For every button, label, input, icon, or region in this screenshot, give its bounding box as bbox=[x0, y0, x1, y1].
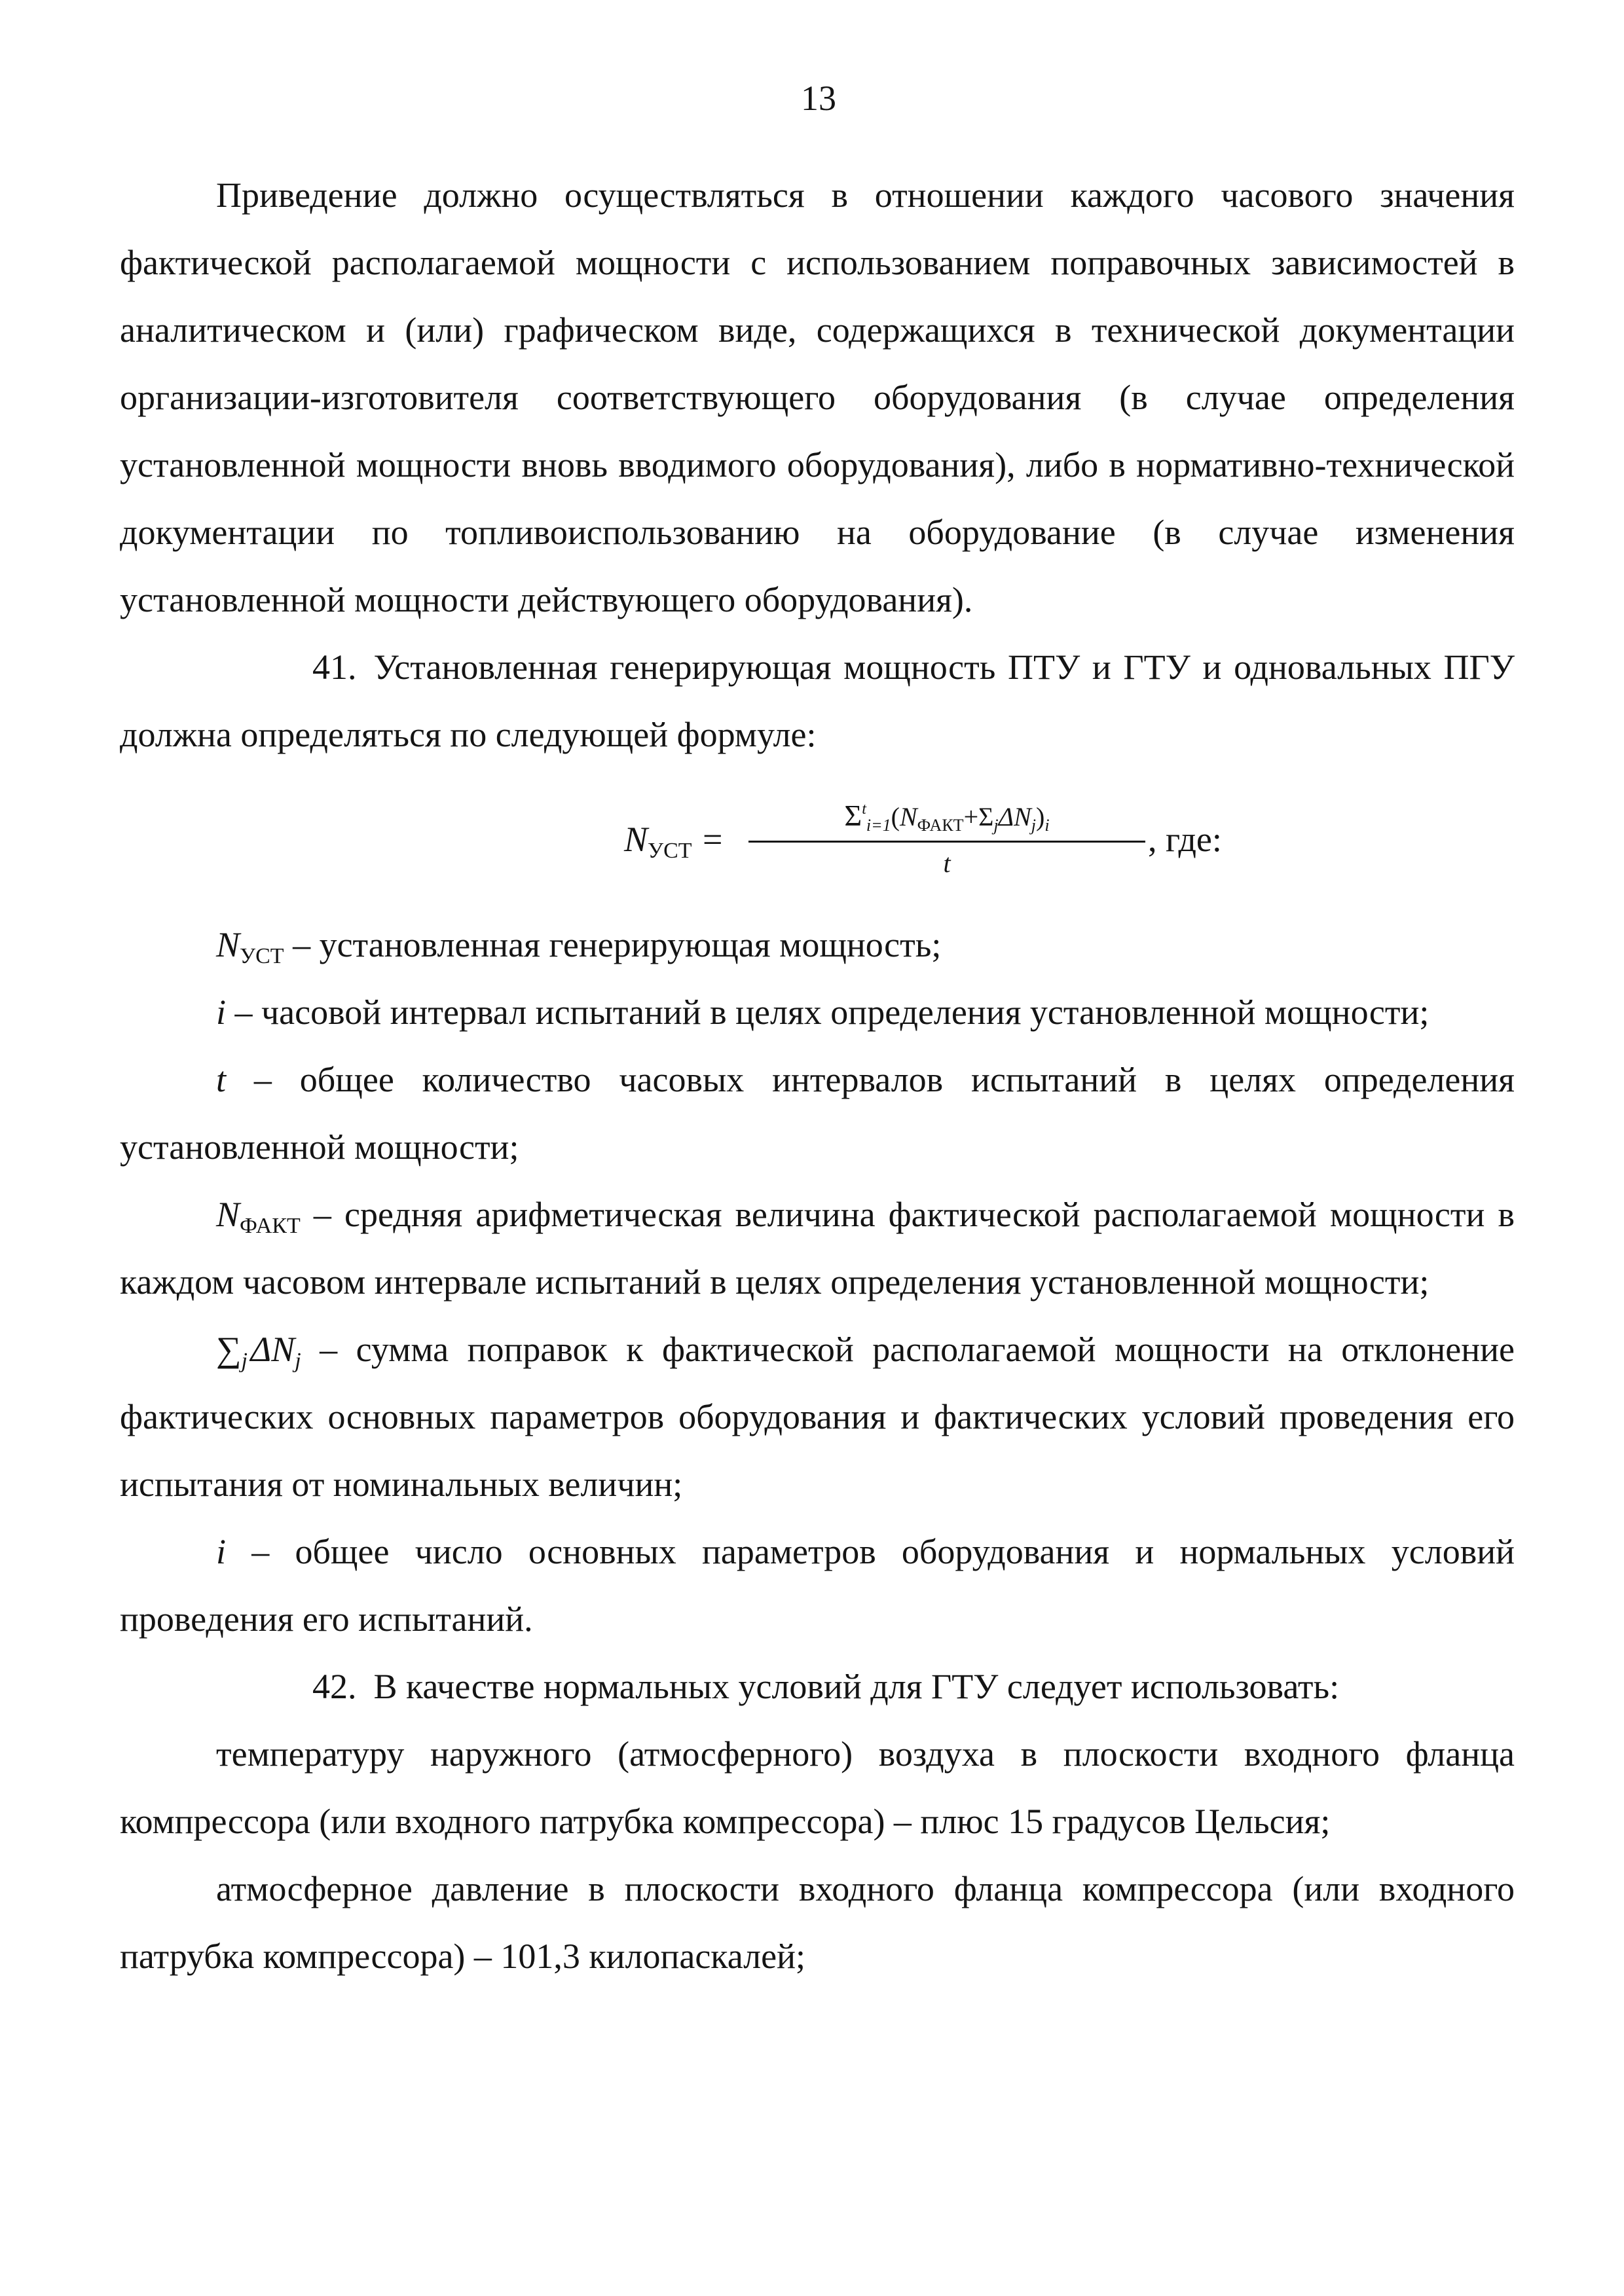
body-text bbox=[120, 162, 1515, 1990]
item-42-text: В качестве нормальных условий для ГТУ следует использовать: bbox=[373, 1667, 1340, 1706]
numerator-delta-sub: j bbox=[1031, 816, 1037, 835]
formula-fraction bbox=[748, 795, 1145, 884]
numerator-n-sub: ФАКТ bbox=[917, 816, 964, 835]
numerator-open-paren: ( bbox=[891, 802, 900, 831]
numerator-sum2-sub: j bbox=[993, 816, 999, 835]
numerator-delta-n: ΔN bbox=[998, 802, 1031, 831]
definition-t-symbol: t bbox=[216, 1060, 227, 1099]
numerator-plus: + bbox=[963, 802, 979, 831]
definition-sum-delta-n-symbol: $\sum_j$ $\Delta N_j$ bbox=[216, 1330, 301, 1373]
formula-numerator bbox=[748, 795, 1145, 837]
condition-temperature: температуру наружного (атмосферного) воздуха в плоскости входного фланца компрессора (или входного патрубка компрессора) – плюс 15 градусов Цельсия; bbox=[120, 1734, 1515, 1841]
formula-lhs-symbol: N bbox=[624, 820, 648, 859]
numerator-sigma-sub: i=1 bbox=[866, 816, 891, 835]
formula-where: , где: bbox=[1148, 820, 1222, 859]
intro-paragraph: Приведение должно осуществляться в отношении каждого часового значения фактической располагаемой мощности с использованием поправочных зависимостей в аналитическом и (или) графическом виде, содержащихся в технической документации организации-изготовителя соответствующего оборудования (в случае определения установленной мощности вновь вводимого оборудования), либо в нормативно-технической документации по топливоиспользованию на оборудование (в случае изменения установленной мощности действующего оборудования). bbox=[120, 175, 1515, 619]
definition-n-ust: $N_{УСТ}$ – установленная генерирующая мощность; bbox=[216, 925, 942, 968]
numerator-n-symbol: N bbox=[899, 802, 917, 831]
formula-lhs bbox=[624, 807, 692, 872]
definition-i-interval: i – часовой интервал испытаний в целях определения установленной мощности; bbox=[216, 993, 1430, 1032]
item-41-text: Установленная генерирующая мощность ПТУ и ГТУ и одновальных ПГУ должна определяться по следующей формуле: bbox=[120, 647, 1515, 754]
numerator-sum2: Σ bbox=[978, 802, 994, 831]
numerator-close-paren: ) bbox=[1036, 802, 1045, 831]
formula-block bbox=[120, 769, 1515, 911]
definition-i-count: i – общее число основных параметров оборудования и нормальных условий проведения его испытаний. bbox=[120, 1532, 1515, 1639]
definition-n-fakt: $N_{ФАКТ}$ – средняя арифметическая величина фактической располагаемой мощности в каждом часовом интервале испытаний в целях определения установленной мощности; bbox=[120, 1195, 1515, 1302]
item-41-number: 41. bbox=[312, 647, 357, 687]
numerator-close-sub: i bbox=[1044, 816, 1050, 835]
formula-denominator: t bbox=[943, 848, 951, 878]
definition-t-count: t – общее количество часовых интервалов испытаний в целях определения установленной мощности; bbox=[120, 1060, 1515, 1167]
formula-lhs-subscript: УСТ bbox=[648, 839, 692, 863]
numerator-sigma: Σ bbox=[844, 799, 862, 832]
definition-n-ust-symbol: $N_{УСТ}$ bbox=[216, 925, 284, 968]
page-number: 13 bbox=[801, 79, 836, 118]
formula-equals: = bbox=[703, 820, 723, 859]
definition-n-fakt-symbol: $N_{ФАКТ}$ bbox=[216, 1195, 301, 1238]
definition-i-symbol: i bbox=[216, 993, 227, 1032]
definition-i-count-symbol: i bbox=[216, 1532, 227, 1571]
item-42-number: 42. bbox=[312, 1667, 357, 1706]
condition-pressure: атмосферное давление в плоскости входного фланца компрессора (или входного патрубка компрессора) – 101,3 килопаскалей; bbox=[120, 1869, 1515, 1976]
numerator-sigma-sup: t bbox=[862, 801, 866, 818]
definition-sum-delta-n: $\sum_j$ $\Delta N_j$ – сумма поправок к фактической располагаемой мощности на отклонение фактических основных параметров оборудования и фактических условий проведения его испытания от номинальных величин; bbox=[120, 1330, 1515, 1504]
item-41-paragraph bbox=[120, 634, 1515, 769]
item-42-paragraph bbox=[120, 1653, 1515, 1721]
